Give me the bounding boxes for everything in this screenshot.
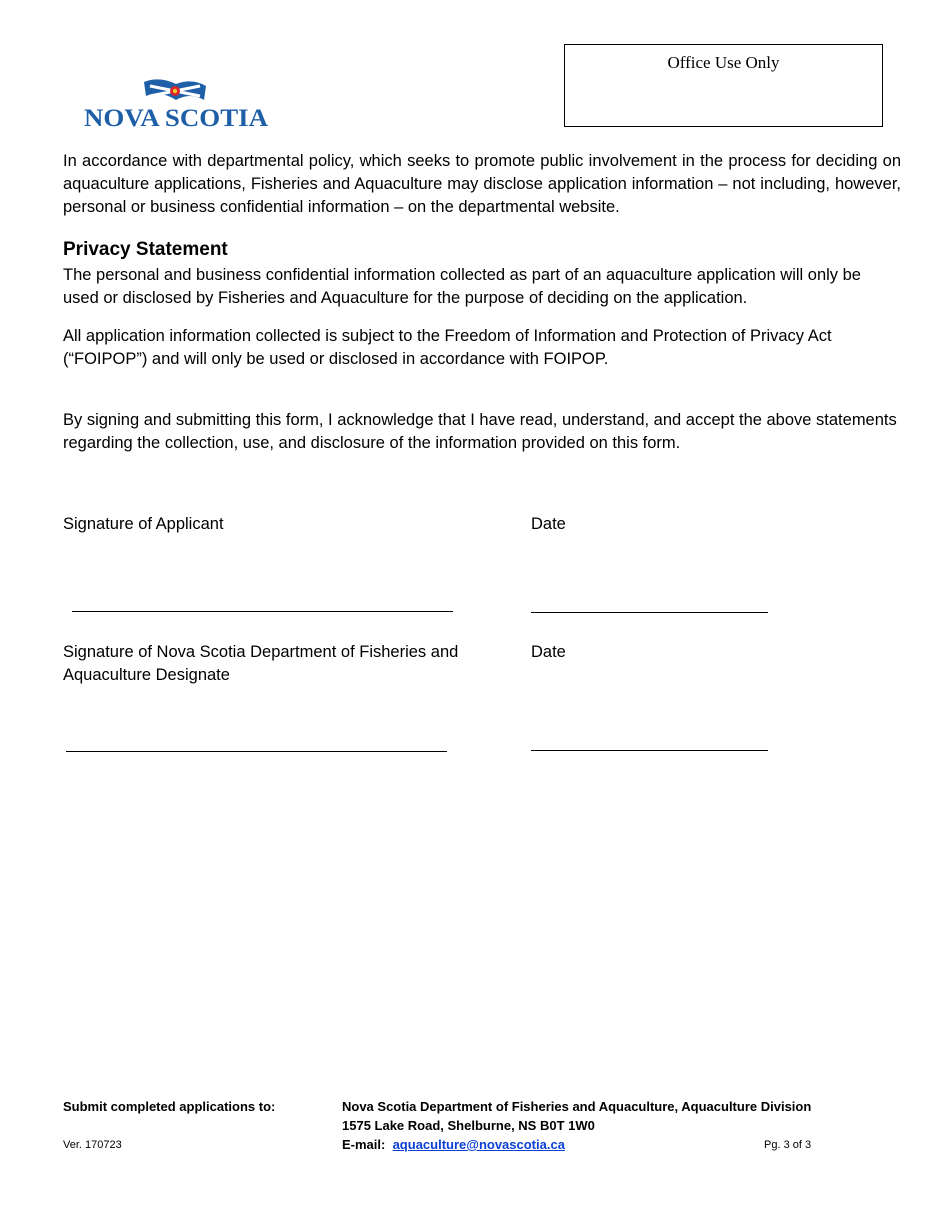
applicant-date-line[interactable]: [531, 612, 768, 613]
applicant-date-label: Date: [531, 515, 566, 533]
page-number: Pg. 3 of 3: [764, 1139, 812, 1151]
nova-scotia-logo: [84, 76, 270, 132]
version-label: Ver. 170723: [63, 1139, 122, 1151]
email-link[interactable]: aquaculture@novascotia.ca: [392, 1137, 565, 1152]
department-address: 1575 Lake Road, Shelburne, NS B0T 1W0: [342, 1118, 595, 1133]
office-use-box: [564, 44, 883, 127]
designate-signature-line[interactable]: [66, 751, 447, 752]
email-label: E-mail:: [342, 1137, 386, 1152]
office-use-label: Office Use Only: [667, 53, 780, 72]
department-name: Nova Scotia Department of Fisheries and Aquaculture, Aquaculture Division: [342, 1099, 812, 1114]
privacy-paragraph-1: The personal and business confidential information collected as part of an aquaculture application will only be used or disclosed by Fisheries and Aquaculture for the purpose of deciding on the application.: [63, 266, 861, 307]
privacy-paragraph-2: All application information collected is subject to the Freedom of Information and Protection of Privacy Act (“FOIPOP”) and will only be used or disclosed in accordance with FOIPOP.: [63, 327, 832, 368]
privacy-heading: Privacy Statement: [63, 239, 228, 260]
acknowledgement-paragraph: By signing and submitting this form, I acknowledge that I have read, understand, and accept the above statements regarding the collection, use, and disclosure of the information provided on this form.: [63, 411, 897, 452]
applicant-signature-label: Signature of Applicant: [63, 515, 224, 533]
logo-text: NOVA SCOTIA: [84, 105, 268, 132]
designate-signature-label: Signature of Nova Scotia Department of Fisheries and Aquaculture Designate: [63, 643, 459, 684]
applicant-signature-line[interactable]: [72, 611, 453, 612]
submit-label: Submit completed applications to:: [63, 1099, 276, 1114]
email-row: [342, 1135, 565, 1154]
intro-paragraph: In accordance with departmental policy, which seeks to promote public involvement in the process for deciding on aquaculture applications, Fisheries and Aquaculture may disclose application information – not including, however, personal or business confidential information – on the departmental website.: [63, 152, 901, 216]
designate-date-line[interactable]: [531, 750, 768, 751]
flag-icon: [84, 76, 270, 132]
designate-date-label: Date: [531, 643, 566, 661]
